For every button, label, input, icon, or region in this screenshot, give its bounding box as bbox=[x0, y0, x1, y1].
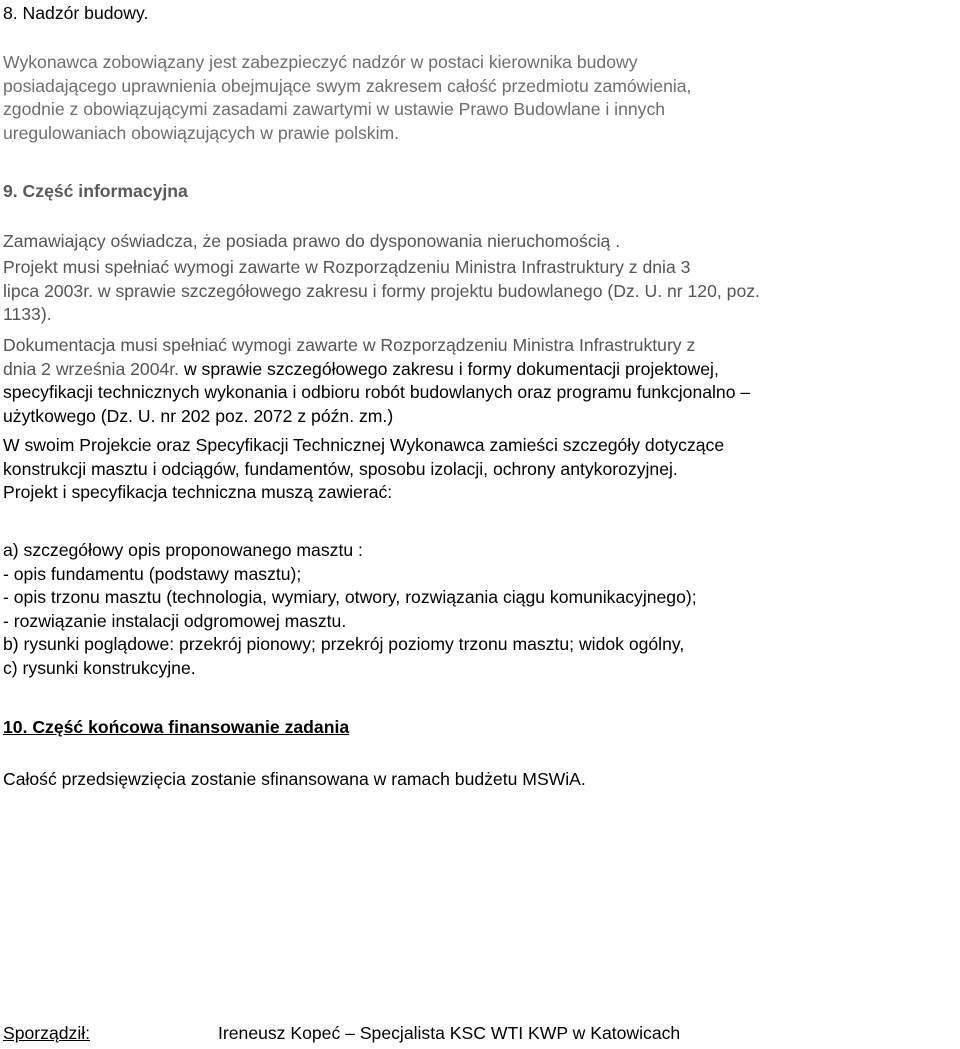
paragraph-line: konstrukcji masztu i odciągów, fundamentów, sposobu izolacji, ochrony antykorozyjnej. bbox=[3, 458, 678, 479]
list-item: b) rysunki poglądowe: przekrój pionowy; przekrój poziomy trzonu masztu; widok ogólny, bbox=[3, 634, 685, 655]
section-9-list bbox=[3, 539, 697, 681]
list-item: - opis fundamentu (podstawy masztu); bbox=[3, 563, 302, 584]
paragraph-line: W swoim Projekcie oraz Specyfikacji Technicznej Wykonawca zamieści szczegóły dotyczące bbox=[3, 435, 725, 455]
paragraph-line: Projekt musi spełniać wymogi zawarte w Rozporządzeniu Ministra Infrastruktury z dnia 3 bbox=[3, 257, 691, 277]
gray-fragment: dnia 2 września 2004r. bbox=[3, 358, 180, 379]
paragraph-line: Wykonawca zobowiązany jest zabezpieczyć nadzór w postaci kierownika budowy bbox=[3, 52, 638, 72]
paragraph-line: Projekt i specyfikacja techniczna muszą zawierać: bbox=[3, 482, 393, 503]
paragraph-line: specyfikacji technicznych wykonania i odbioru robót budowlanych oraz programu funkcjonalno – bbox=[3, 382, 751, 403]
footer-label: Sporządził: bbox=[3, 1023, 91, 1043]
paragraph-line: Dokumentacja musi spełniać wymogi zawarte w Rozporządzeniu Ministra Infrastruktury z bbox=[3, 335, 696, 355]
section-10-body bbox=[3, 768, 586, 792]
section-8-heading: 8. Nadzór budowy. bbox=[3, 3, 149, 23]
section-9-projekt bbox=[3, 256, 760, 327]
black-fragment: w sprawie szczegółowego zakresu i formy dokumentacji projektowej, bbox=[179, 358, 719, 379]
paragraph-line: uregulowaniach obowiązujących w prawie polskim. bbox=[3, 122, 400, 143]
paragraph-line: lipca 2003r. w sprawie szczegółowego zakresu i formy projektu budowlanego (Dz. U. nr 120, poz. bbox=[3, 280, 760, 301]
section-9-heading: 9. Część informacyjna bbox=[3, 181, 188, 201]
section-9-swoim bbox=[3, 434, 724, 505]
intro-line: Zamawiający oświadcza, że posiada prawo do dysponowania nieruchomością . bbox=[3, 231, 621, 251]
section-8-body bbox=[3, 51, 691, 145]
paragraph-line-mixed bbox=[3, 358, 750, 382]
paragraph-line: zgodnie z obowiązującymi zasadami zawartymi w ustawie Prawo Budowlane i innych bbox=[3, 99, 666, 120]
list-item: a) szczegółowy opis proponowanego masztu : bbox=[3, 540, 363, 560]
section-10-heading: 10. Część końcowa finansowanie zadania bbox=[3, 717, 350, 737]
list-item: - opis trzonu masztu (technologia, wymiary, otwory, rozwiązania ciągu komunikacyjnego); bbox=[3, 587, 697, 608]
paragraph-line: Całość przedsięwzięcia zostanie sfinansowana w ramach budżetu MSWiA. bbox=[3, 769, 586, 789]
section-9-intro bbox=[3, 230, 620, 254]
section-9-dokumentacja bbox=[3, 334, 750, 428]
paragraph-line: 1133). bbox=[3, 304, 52, 325]
paragraph-line: posiadającego uprawnienia obejmujące swym zakresem całość przedmiotu zamówienia, bbox=[3, 75, 692, 96]
paragraph-line: użytkowego (Dz. U. nr 202 poz. 2072 z późn. zm.) bbox=[3, 405, 394, 426]
footer-author: Ireneusz Kopeć – Specjalista KSC WTI KWP w Katowicach bbox=[218, 1023, 681, 1043]
list-item: c) rysunki konstrukcyjne. bbox=[3, 657, 196, 678]
document-footer bbox=[3, 1021, 680, 1045]
list-item: - rozwiązanie instalacji odgromowej masztu. bbox=[3, 610, 347, 631]
